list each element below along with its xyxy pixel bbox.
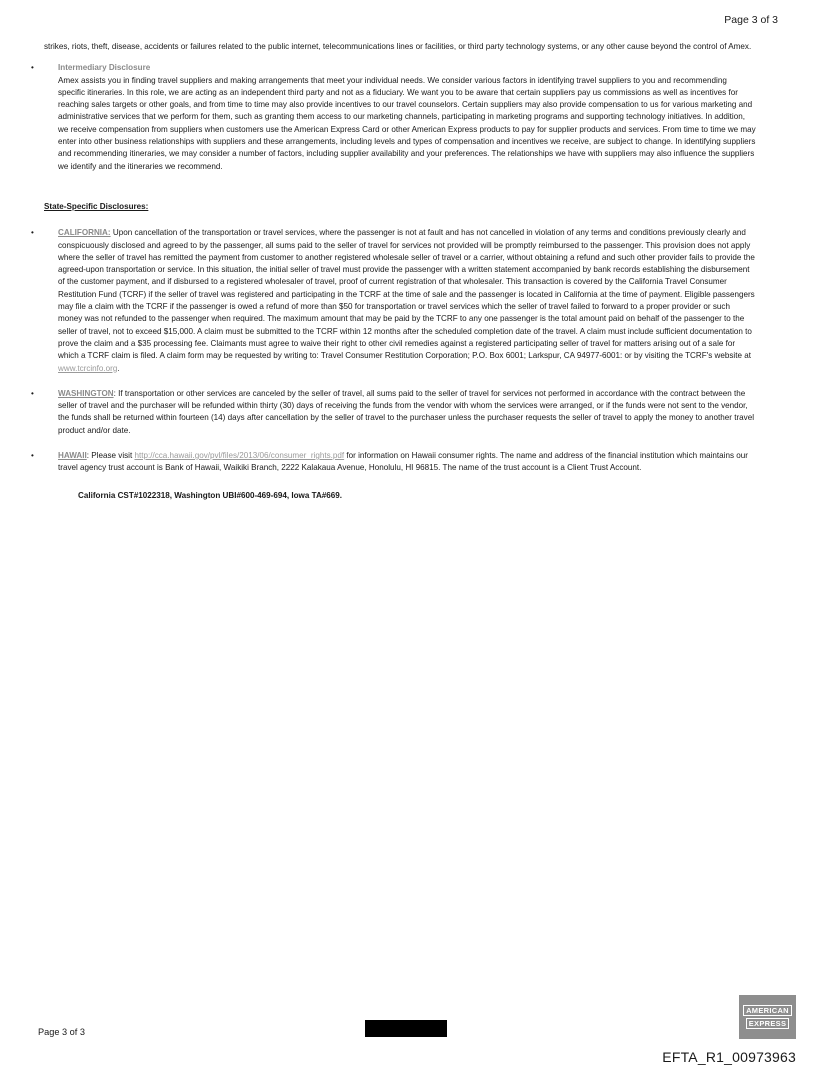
- intermediary-disclosure-text: Amex assists you in finding travel suppliers and making arrangements that meet your individual needs. We consider various factors in identifying travel suppliers to you and recommending specific itineraries. In this role, we are acting as an independent third party and not as a fiduciary. We want you to be aware that certain suppliers pay us commissions as well as incentives for reaching sales targets or other goals, and from time to time may also provide incentives to our travel counselors. Certain suppliers may also provide compensation to us for various marketing and administrative services that we perform for them, such as granting them access to our marketing channels, participating in marketing programs and supporting technology initiatives. In addition, we receive compensation from suppliers when customers use the American Express Card or other American Express products to pay for supplier products and services. From time to time we may enter into other business relationships with suppliers and these arrangements, including levels and types of compensation and incentives we receive, are subject to change. In identifying suppliers and recommending itineraries, we may consider a number of factors, including supplier availability and your preferences. The relationships we have with suppliers may also influence the suppliers we identify and the itineraries we recommend.: [58, 75, 756, 171]
- logo-text-line2: EXPRESS: [746, 1018, 790, 1029]
- continuation-paragraph: strikes, riots, theft, disease, accidents or failures related to the public internet, telecommunications lines or facilities, or third party technology systems, or any other cause beyond the control of Amex.: [44, 42, 752, 51]
- hawaii-link[interactable]: HAWAII: [58, 451, 87, 461]
- document-id: EFTA_R1_00973963: [662, 1049, 796, 1065]
- intermediary-disclosure-item: [31, 62, 756, 173]
- california-disclosure-text: Upon cancellation of the transportation or travel services, where the passenger is not at fault and has not cancelled in violation of any terms and conditions previously clearly and conspicuously disclosed and agreed to by the passenger, all sums paid to the seller of travel for services not provided will be promptly reimbursed to the passenger. This provision does not apply where the seller of travel has remitted the payment from customer to another registered wholesale seller of travel or a carrier, without obtaining a refund and such other provider fails to provide the agreed-upon transportation or service. In this situation, the initial seller of travel must provide the passenger with a written statement accompanied by bank records establishing the disbursement of the customer payment, and if disbursed to a registered wholesaler of travel, proof of current registration of that wholesaler. This transaction is covered by the California Travel Consumer Restitution Fund (TCRF) if the seller of travel was registered and participating in the TCRF at the time of sale and the passenger is located in California at the time of payment. Eligible passengers may file a claim with the TCRF if the passenger is owed a refund of more than $50 for transportation or travel services which the seller of travel failed to forward to a proper provider or such money was not refunded to the passenger when required. The maximum amount that may be paid by the TCRF to any one passenger is the total amount paid on behalf of the passenger to the seller of travel, not to exceed $15,000. A claim must be submitted to the TCRF within 12 months after the scheduled completion date of the travel. A claim must include sufficient documentation to prove the claim and a $35 processing fee. Claimants must agree to waive their right to other civil remedies against a registered participating seller of travel for matters arising out of a sale for which a TCRF claim is filed. A claim form may be requested by writing to: Travel Consumer Restitution Corporation; P.O. Box 6001; Larkspur, CA 94977-6001: or by visiting the TCRF's website at: [58, 228, 755, 361]
- page-number-top: Page 3 of 3: [724, 14, 778, 26]
- license-numbers: California CST#1022318, Washington UBI#600-469-694, Iowa TA#669.: [78, 490, 343, 500]
- bullet-icon: •: [31, 63, 34, 73]
- page-number-bottom: Page 3 of 3: [38, 1027, 85, 1037]
- hawaii-disclosure-text: for information on Hawaii consumer rights. The name and address of the financial institution which maintains our travel agency trust account is Bank of Hawaii, Waikiki Branch, 2222 Kalakaua Avenue, Honolulu, HI 96815. The name of the trust account is a Client Trust Account.: [58, 451, 748, 473]
- hawaii-disclosure-pre: : Please visit: [86, 451, 135, 461]
- hawaii-consumer-rights-link[interactable]: http://cca.hawaii.gov/pvl/files/2013/06/consumer_rights.pdf: [134, 451, 345, 461]
- california-disclosure-item: [31, 227, 756, 375]
- california-link[interactable]: CALIFORNIA:: [58, 228, 111, 238]
- document-body: [31, 41, 756, 502]
- american-express-logo: [739, 995, 796, 1039]
- washington-disclosure-text: : If transportation or other services are canceled by the seller of travel, all sums paid to the seller of travel for services not performed in accordance with the contract between the seller of travel and the purchaser will be refunded within thirty (30) days of receiving the funds from the vendor with whom the services were arranged, or if the funds were not sent to the vendor, the funds shall be returned within fourteen (14) days after cancellation by the seller of travel to the purchaser unless the purchaser requests the seller of travel to apply the money to another travel product and/or date.: [58, 388, 755, 435]
- hawaii-disclosure-item: [31, 450, 756, 475]
- redaction-block: [365, 1020, 447, 1037]
- tcrf-website-link[interactable]: www.tcrcinfo.org: [58, 363, 118, 373]
- california-disclosure-end: .: [117, 363, 120, 373]
- intermediary-disclosure-title: Intermediary Disclosure: [58, 63, 151, 73]
- bullet-icon: •: [31, 388, 34, 398]
- bullet-icon: •: [31, 228, 34, 238]
- state-specific-heading: State-Specific Disclosures:: [44, 201, 149, 211]
- washington-link[interactable]: WASHINGTON: [58, 388, 114, 398]
- washington-disclosure-item: [31, 388, 756, 437]
- logo-text-line1: AMERICAN: [743, 1005, 792, 1016]
- bullet-icon: •: [31, 451, 34, 461]
